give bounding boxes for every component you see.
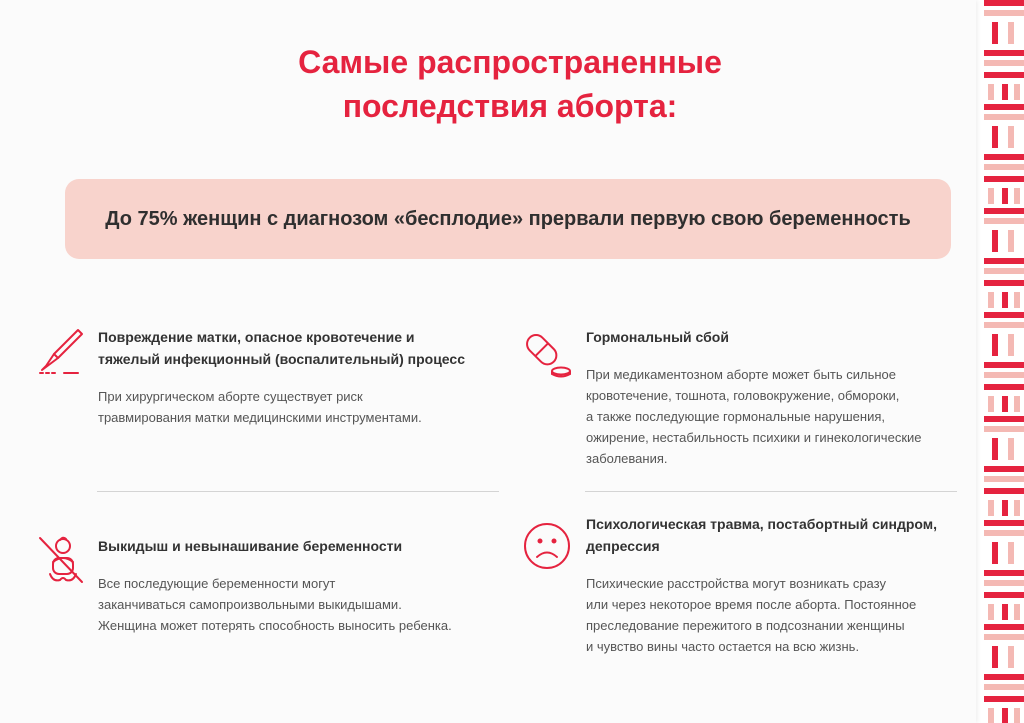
stripe-bar <box>1008 438 1014 460</box>
stripe-bar <box>992 438 998 460</box>
stripe-bar <box>1002 188 1008 204</box>
stripe-bar <box>988 708 994 723</box>
desc-line: Женщина может потерять способность выносить ребенка. <box>98 618 452 633</box>
stripe-bar <box>984 592 1024 598</box>
desc-line: кровотечение, тошнота, головокружение, обмороки, <box>586 388 900 403</box>
stripe-bar <box>1014 396 1020 412</box>
desc-line: При хирургическом аборте существует риск <box>98 389 363 404</box>
stripe-bar <box>1008 542 1014 564</box>
item-uterus-damage <box>98 326 508 428</box>
stripe-bar <box>988 396 994 412</box>
desc-line: Все последующие беременности могут <box>98 576 336 591</box>
stripe-bar <box>984 426 1024 432</box>
heading-line: Выкидыш и невынашивание беременности <box>98 538 403 554</box>
stripe-bar <box>984 416 1024 422</box>
stripe-bar <box>984 624 1024 630</box>
pills-icon <box>523 327 573 379</box>
item-miscarriage <box>98 535 518 636</box>
stripe-bar <box>984 466 1024 472</box>
item-hormonal-failure <box>586 326 966 469</box>
stripe-bar <box>984 684 1024 690</box>
stripe-bar <box>984 634 1024 640</box>
stripe-bar <box>984 60 1024 66</box>
stripe-bar <box>984 164 1024 170</box>
crossed-baby-icon <box>36 534 86 586</box>
item-heading <box>98 326 508 370</box>
item-psychological-trauma <box>586 513 966 657</box>
stripe-pattern <box>984 0 1024 723</box>
stripe-bar <box>992 126 998 148</box>
decorative-stripe-border <box>984 0 1024 723</box>
stripe-bar <box>984 218 1024 224</box>
heading-line: тяжелый инфекционный (воспалительный) процесс <box>98 351 465 367</box>
stripe-bar <box>992 22 998 44</box>
title-line-2: последствия аборта: <box>342 88 678 124</box>
stat-banner <box>65 179 951 259</box>
item-heading <box>98 535 518 557</box>
desc-line: а также последующие гормональные нарушения, <box>586 409 885 424</box>
stripe-bar <box>1008 22 1014 44</box>
stripe-bar <box>1002 84 1008 100</box>
item-description <box>586 364 966 469</box>
page-title <box>230 40 790 128</box>
desc-line: травмирования матки медицинскими инструментами. <box>98 410 422 425</box>
stripe-bar <box>984 268 1024 274</box>
stripe-bar <box>984 72 1024 78</box>
stripe-bar <box>984 674 1024 680</box>
stripe-bar <box>1014 708 1020 723</box>
stripe-bar <box>984 362 1024 368</box>
desc-line: или через некоторое время после аборта. Постоянное <box>586 597 917 612</box>
stripe-bar <box>984 570 1024 576</box>
stripe-bar <box>1002 292 1008 308</box>
stripe-bar <box>984 154 1024 160</box>
desc-line: ожирение, нестабильность психики и гинекологические <box>586 430 922 445</box>
desc-line: Психические расстройства могут возникать сразу <box>586 576 886 591</box>
stripe-bar <box>984 696 1024 702</box>
stripe-bar <box>1008 646 1014 668</box>
stripe-bar <box>1014 84 1020 100</box>
stripe-bar <box>984 322 1024 328</box>
scalpel-icon <box>38 326 84 376</box>
title-line-1: Самые распространенные <box>298 44 722 80</box>
stripe-bar <box>984 280 1024 286</box>
item-description <box>98 573 518 636</box>
stripe-bar <box>984 114 1024 120</box>
stripe-bar <box>992 230 998 252</box>
stripe-bar <box>984 258 1024 264</box>
stripe-bar <box>1014 604 1020 620</box>
stripe-bar <box>1002 708 1008 723</box>
heading-line: Повреждение матки, опасное кровотечение и <box>98 329 415 345</box>
stripe-bar <box>984 0 1024 6</box>
item-description <box>586 573 966 657</box>
desc-line: и чувство вины часто остается на всю жизнь. <box>586 639 860 654</box>
divider-right <box>585 491 957 492</box>
stripe-bar <box>984 580 1024 586</box>
stripe-bar <box>1008 126 1014 148</box>
stripe-bar <box>984 208 1024 214</box>
stripe-bar <box>992 334 998 356</box>
stripe-bar <box>984 530 1024 536</box>
stripe-bar <box>984 372 1024 378</box>
desc-line: заболевания. <box>586 451 668 466</box>
stripe-bar <box>1002 604 1008 620</box>
desc-line: преследование пережитого в подсознании женщины <box>586 618 905 633</box>
stripe-bar <box>984 384 1024 390</box>
stripe-bar <box>984 488 1024 494</box>
stripe-bar <box>1008 230 1014 252</box>
stripe-bar <box>988 604 994 620</box>
stripe-bar <box>984 104 1024 110</box>
desc-line: При медикаментозном аборте может быть сильное <box>586 367 897 382</box>
heading-line: депрессия <box>586 538 660 554</box>
stripe-bar <box>984 312 1024 318</box>
stripe-bar <box>1014 292 1020 308</box>
stripe-bar <box>1002 396 1008 412</box>
stripe-bar <box>984 476 1024 482</box>
desc-line: заканчиваться самопроизвольными выкидышами. <box>98 597 402 612</box>
stripe-bar <box>992 542 998 564</box>
stripe-bar <box>984 10 1024 16</box>
heading-line: Гормональный сбой <box>586 329 729 345</box>
sad-face-icon <box>522 521 572 571</box>
stripe-bar <box>988 500 994 516</box>
stripe-bar <box>988 188 994 204</box>
item-description <box>98 386 508 428</box>
stripe-bar <box>1014 500 1020 516</box>
divider-left <box>97 491 499 492</box>
stripe-bar <box>988 84 994 100</box>
stripe-bar <box>988 292 994 308</box>
stripe-bar <box>1014 188 1020 204</box>
stat-banner-text: До 75% женщин с диагнозом «бесплодие» прервали первую свою беременность <box>105 207 911 230</box>
item-heading <box>586 326 966 348</box>
item-heading <box>586 513 966 557</box>
stripe-bar <box>984 50 1024 56</box>
stripe-bar <box>992 646 998 668</box>
stripe-bar <box>984 520 1024 526</box>
stripe-bar <box>1008 334 1014 356</box>
stripe-bar <box>984 176 1024 182</box>
heading-line: Психологическая травма, постабортный синдром, <box>586 516 937 532</box>
stripe-bar <box>1002 500 1008 516</box>
